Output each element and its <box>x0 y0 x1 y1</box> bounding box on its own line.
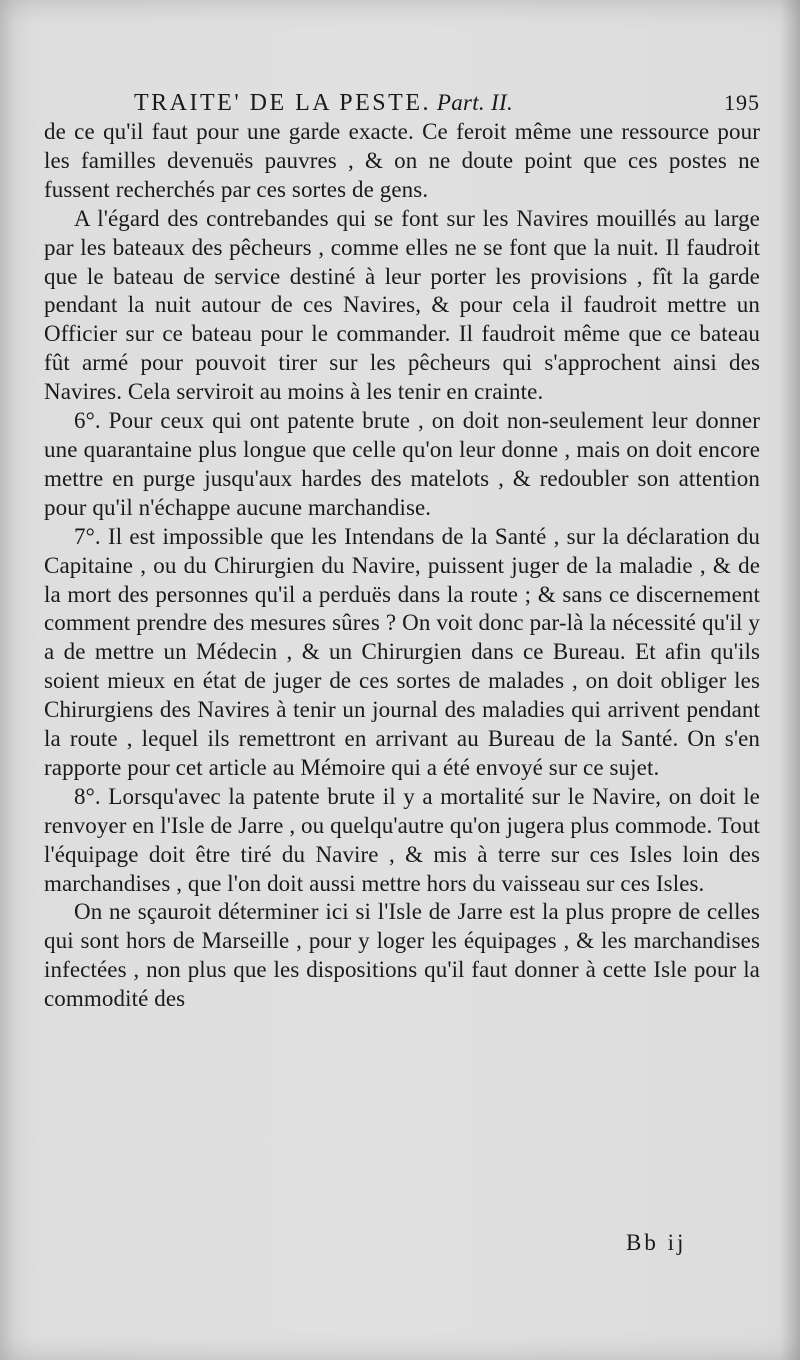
paragraph-continued: de ce qu'il faut pour une garde exacte. Ce feroit même une ressource pour les familles devenuës pauvres , & on ne doute point que ces postes ne fussent recherchés par ces sortes de gens. <box>44 119 760 202</box>
paragraph-contraband: A l'égard des contrebandes qui se font sur les Navires mouillés au large par les bateaux des pêcheurs , comme elles ne se font que la nuit. Il faudroit que le bateau de service destiné à leur porter les provisions , fît la garde pendant la nuit autour de ces Navires, & pour cela il faudroit mettre un Officier sur ce bateau pour le commander. Il faudroit même que ce bateau fût armé pour pouvoit tirer sur les pêcheurs qui s'approchent ainsi des Navires. Cela serviroit au moins à les tenir en crainte. <box>44 205 760 405</box>
page-text-block <box>44 88 760 1014</box>
running-head-title: TRAITE' DE LA PESTE. <box>134 90 431 116</box>
signature-mark: Bb ij <box>626 1230 687 1255</box>
paragraph-item-8: 8°. Lorsqu'avec la patente brute il y a mortalité sur le Navire, on doit le renvoyer en l'Isle de Jarre , ou quelqu'autre qu'on jugera plus commode. Tout l'équipage doit être tiré du Navire , & mis à terre sur ces Isles loin des marchandises , que l'on doit aussi mettre hors du vaisseau sur ces Isles. <box>44 783 760 896</box>
paragraph-item-6: 6°. Pour ceux qui ont patente brute , on doit non-seulement leur donner une quarantaine plus longue que celle qu'on leur donne , mais on doit encore mettre en purge jusqu'aux hardes des matelots , & redoubler son attention pour qu'il n'échappe aucune marchandise. <box>44 408 760 520</box>
running-head-title-group <box>134 88 513 118</box>
page-number: 195 <box>724 90 760 115</box>
paragraph-item-7: 7°. Il est impossible que les Intendans de la Santé , sur la déclaration du Capitaine , ou du Chirurgien du Navire, puissent juger de la maladie , & de la mort des personnes qu'il a perduës dans la route ; & sans ce discernement comment prendre des mesures sûres ? On voit donc par-là la nécessité qu'il y a de mettre un Médecin , & un Chirurgien dans ce Bureau. Et afin qu'ils soient mieux en état de juger de ces sortes de malades , on doit obliger les Chirurgiens des Navires à tenir un journal des maladies qui arrivent pendant la route , lequel ils remettront en arrivant au Bureau de la Santé. On s'en rapporte pour cet article au Mémoire qui a été envoyé sur ce sujet. <box>44 523 760 780</box>
running-head <box>134 88 760 118</box>
paragraph-isle-de-jarre: On ne sçauroit déterminer ici si l'Isle de Jarre est la plus propre de celles qui sont hors de Marseille , pour y loger les équipages , & les marchandises infectées , non plus que les dispositions qu'il faut donner à cette Isle pour la commodité des <box>44 899 760 1012</box>
running-head-part: Part. II. <box>436 90 514 115</box>
